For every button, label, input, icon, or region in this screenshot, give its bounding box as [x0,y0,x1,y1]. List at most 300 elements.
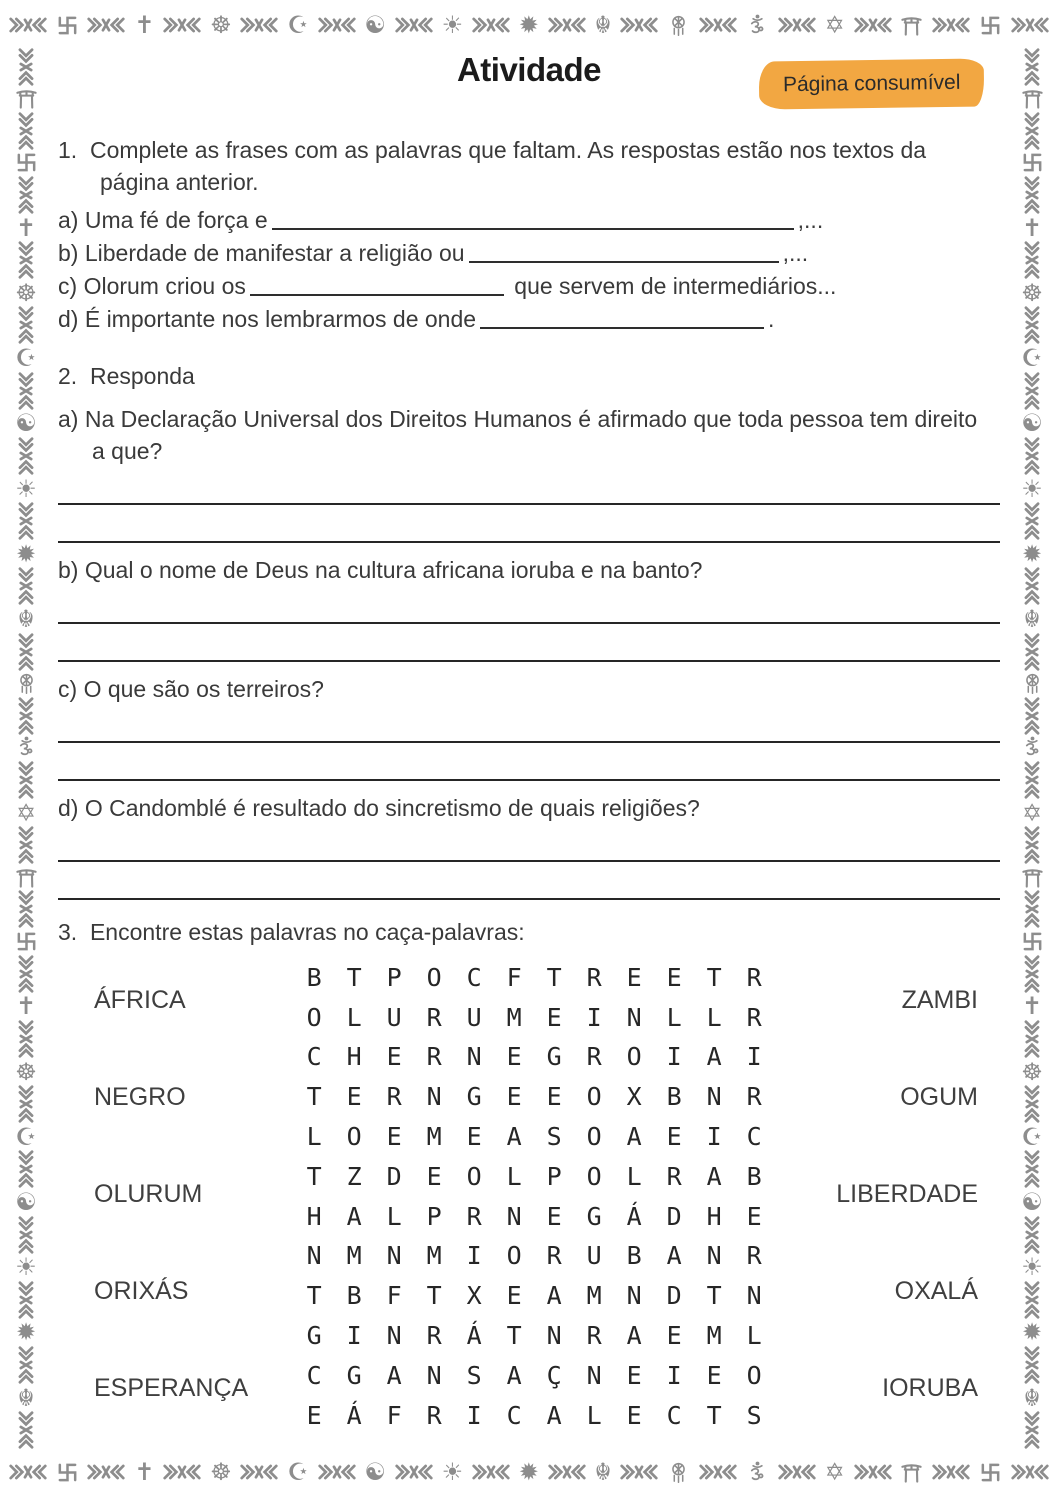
chevron-ornament [18,697,34,735]
chevron-ornament [87,1464,125,1480]
grid-cell: G [546,1042,562,1072]
word-list-item: OGUM [900,1082,978,1111]
torii-icon [900,14,923,37]
grid-cell: Z [346,1161,362,1191]
answer-line [58,586,1000,624]
word-list-item: LIBERDADE [836,1179,978,1208]
word-list-item: OXALÁ [894,1276,978,1305]
dreamcatcher-icon [667,1461,690,1484]
chevron-ornament [18,1020,34,1058]
cross-icon: ✝ [1021,213,1043,242]
dreamcatcher-icon [667,14,690,37]
grid-cell: Á [466,1321,482,1351]
grid-cell: O [586,1122,602,1152]
grid-cell: E [506,1042,522,1072]
word-list-item: ZAMBI [901,986,978,1014]
chevron-ornament [18,306,34,344]
yin-yang-icon: ☯ [364,1458,386,1486]
chevron-ornament [18,1281,34,1319]
word-list-item: ÁFRICA [94,986,186,1014]
grid-cell: E [546,1082,562,1112]
grid-cell: E [626,1360,642,1390]
swastika-icon [15,151,38,174]
grid-cell: R [426,1321,442,1351]
grid-cell: T [506,1321,522,1351]
torii-icon [15,87,38,110]
question-2-number: 2. [58,363,78,389]
crescent-star-icon: ☪ [287,1458,309,1486]
chevron-ornament [1024,372,1040,410]
swastika-icon [56,1461,79,1484]
item-label: b) [58,557,79,583]
dreamcatcher-icon [1021,672,1044,695]
grid-cell: T [706,1281,722,1311]
fill-blank-item-b [58,237,1000,270]
item-text: Liberdade de manifestar a religião ou [84,240,465,266]
chevron-ornament [620,17,658,33]
grid-cell: O [626,1042,642,1072]
grid-cell: O [506,1241,522,1271]
item-suffix: ,... [782,240,809,266]
item-label: c) [58,273,78,299]
starburst-icon: ✹ [15,1318,37,1347]
grid-cell: I [586,1002,602,1032]
item-label: b) [58,240,79,266]
chevron-ornament [1024,306,1040,344]
grid-cell: E [546,1002,562,1032]
grid-cell: I [666,1042,682,1072]
answer-line [58,624,1000,662]
chevron-ornament [18,890,34,928]
grid-cell: B [626,1241,642,1271]
om-icon [1021,736,1044,759]
grid-cell: D [666,1201,682,1231]
item-text: Olorum criou os [83,273,246,299]
grid-cell: N [586,1360,602,1390]
chevron-ornament [9,1464,47,1480]
khanda-icon: ☬ [594,11,612,39]
om-icon [15,736,38,759]
starburst-icon: ✹ [1021,1318,1043,1347]
yin-yang-icon: ☯ [15,409,37,438]
answer-line [58,467,1000,505]
grid-cell: N [386,1321,402,1351]
fill-blank-line [250,279,504,296]
chevron-ornament [548,1464,586,1480]
grid-cell: E [346,1082,362,1112]
chevron-ornament [548,17,586,33]
grid-cell: L [666,1002,682,1032]
grid-cell: A [506,1360,522,1390]
chevron-ornament [240,1464,278,1480]
grid-cell: C [466,962,482,992]
chevron-ornament [318,17,356,33]
grid-cell: Ç [546,1360,562,1390]
grid-cell: A [666,1241,682,1271]
grid-cell: T [346,962,362,992]
grid-cell: E [306,1400,322,1430]
swastika-icon [56,14,79,37]
answer-line [58,862,1000,900]
chevron-ornament [18,176,34,214]
grid-cell: A [706,1042,722,1072]
open-question-text [58,673,993,705]
open-question-text [58,403,993,467]
page-title: Atividade [456,51,602,88]
starburst-icon: ✹ [518,11,539,39]
question-1 [58,134,1000,336]
grid-cell: E [746,1201,762,1231]
answer-line [58,743,1000,781]
chevron-ornament [699,17,737,33]
fill-blank-item-a [58,204,1000,237]
grid-cell: T [546,962,562,992]
item-suffix: . [768,306,775,332]
yin-yang-icon: ☯ [1021,409,1043,438]
chevron-ornament [395,1464,433,1480]
chevron-ornament [18,633,34,671]
word-list-item: ESPERANÇA [94,1373,249,1402]
grid-cell: O [466,1161,482,1191]
grid-cell: H [346,1042,362,1072]
chevron-ornament [18,502,34,540]
grid-cell: C [746,1122,762,1152]
khanda-icon: ☬ [1023,1383,1041,1412]
open-question-text [58,554,993,586]
item-label: d) [58,795,79,821]
grid-cell: G [346,1360,362,1390]
grid-cell: I [346,1321,362,1351]
item-label: a) [58,207,79,233]
swastika-icon [1021,930,1044,953]
chevron-ornament [18,1150,34,1188]
grid-cell: L [706,1002,722,1032]
grid-cell: N [306,1241,322,1271]
grid-cell: R [746,1002,762,1032]
grid-cell: I [466,1241,482,1271]
sun-icon: ☀ [15,1253,37,1282]
chevron-ornament [1024,761,1040,799]
grid-cell: N [506,1201,522,1231]
question-3-number: 3. [58,919,78,945]
grid-cell: E [386,1042,402,1072]
chevron-ornament [1024,1346,1040,1384]
chevron-ornament [1011,17,1049,33]
grid-cell: O [746,1360,762,1390]
chevron-ornament [620,1464,658,1480]
khanda-icon: ☬ [1023,604,1041,633]
grid-cell: M [346,1241,362,1271]
word-list-item: OLURUM [94,1179,203,1208]
grid-cell: I [706,1122,722,1152]
dharma-wheel-icon: ☸ [15,1057,37,1086]
grid-cell: C [306,1042,322,1072]
grid-cell: T [306,1082,322,1112]
chevron-ornament [1024,633,1040,671]
swastika-icon [1021,151,1044,174]
yin-yang-icon: ☯ [364,11,386,39]
chevron-ornament [18,1411,34,1449]
answer-line [58,824,1000,862]
sun-icon: ☀ [1021,1253,1043,1282]
open-question-b [58,554,1000,662]
grid-cell: R [746,1241,762,1271]
cross-icon: ✝ [134,11,155,39]
item-text: Uma fé de força e [84,207,268,233]
dharma-wheel-icon: ☸ [210,11,232,39]
fill-blank-item-d [58,303,1000,336]
chevron-ornament [240,17,278,33]
torii-icon [1021,87,1044,110]
chevron-ornament [163,1464,201,1480]
grid-cell: P [386,962,402,992]
grid-cell: N [426,1360,442,1390]
grid-cell: E [706,1360,722,1390]
grid-cell: G [586,1201,602,1231]
om-icon [746,14,769,37]
chevron-ornament [1024,112,1040,150]
chevron-ornament [18,567,34,605]
grid-cell: L [306,1122,322,1152]
khanda-icon: ☬ [17,604,35,633]
border-bottom [0,1447,1058,1497]
worksheet-content [58,52,1000,1447]
grid-cell: M [426,1241,442,1271]
chevron-ornament [395,17,433,33]
chevron-ornament [1024,890,1040,928]
grid-cell: Á [626,1201,642,1231]
item-text: Na Declaração Universal dos Direitos Humanos é afirmado que toda pessoa tem direito a que? [84,406,978,464]
swastika-icon [15,930,38,953]
grid-cell: I [466,1400,482,1430]
dharma-wheel-icon: ☸ [1021,1057,1043,1086]
consumable-page-badge: Página consumível [758,58,984,109]
word-list-item: ORIXÁS [94,1276,189,1305]
border-top [0,0,1058,50]
item-suffix: que servem de intermediários... [514,273,837,299]
word-list-item: IORUBA [882,1373,978,1402]
grid-cell: M [506,1002,522,1032]
grid-cell: G [306,1321,322,1351]
word-list-item: NEGRO [94,1082,186,1111]
crescent-star-icon: ☪ [1021,1122,1043,1151]
chevron-ornament [18,437,34,475]
chevron-ornament [854,1464,892,1480]
dharma-wheel-icon: ☸ [1021,278,1043,307]
chevron-ornament [18,761,34,799]
grid-cell: O [586,1082,602,1112]
grid-cell: A [386,1360,402,1390]
grid-cell: E [666,1321,682,1351]
grid-cell: D [386,1161,402,1191]
crescent-star-icon: ☪ [287,11,309,39]
khanda-icon: ☬ [17,1383,35,1412]
crescent-star-icon: ☪ [15,344,37,373]
chevron-ornament [1024,1216,1040,1254]
chevron-ornament [1024,826,1040,864]
starburst-icon: ✹ [518,1458,539,1486]
grid-cell: H [306,1201,322,1231]
chevron-ornament [1024,697,1040,735]
chevron-ornament [1024,955,1040,993]
grid-cell: Á [346,1400,362,1430]
grid-cell: P [546,1161,562,1191]
grid-cell: N [706,1082,722,1112]
grid-cell: E [666,962,682,992]
chevron-ornament [9,17,47,33]
grid-cell: X [626,1082,642,1112]
chevron-ornament [18,826,34,864]
grid-cell: U [586,1241,602,1271]
word-list-left [58,958,248,1436]
grid-cell: N [386,1241,402,1271]
chevron-ornament [932,1464,970,1480]
word-search-grid [294,958,774,1436]
chevron-ornament [87,17,125,33]
grid-cell: E [626,1400,642,1430]
chevron-ornament [778,1464,816,1480]
grid-cell: R [586,1042,602,1072]
grid-cell: T [306,1281,322,1311]
grid-cell: R [666,1161,682,1191]
crescent-star-icon: ☪ [1021,344,1043,373]
fill-blank-item-c [58,270,1000,303]
grid-cell: T [426,1281,442,1311]
chevron-ornament [18,372,34,410]
grid-cell: F [386,1400,402,1430]
grid-cell: L [586,1400,602,1430]
grid-cell: A [546,1281,562,1311]
chevron-ornament [18,112,34,150]
grid-cell: R [426,1042,442,1072]
question-2-text: Responda [89,363,195,389]
question-3 [58,916,1000,1436]
grid-cell: R [426,1400,442,1430]
star-of-david-icon: ✡ [824,1458,845,1486]
cross-icon: ✝ [15,992,37,1021]
grid-cell: M [426,1122,442,1152]
grid-cell: O [586,1161,602,1191]
yin-yang-icon: ☯ [1021,1187,1043,1216]
chevron-ornament [18,1346,34,1384]
grid-cell: M [586,1281,602,1311]
chevron-ornament [1024,1150,1040,1188]
item-label: a) [58,406,79,432]
header [58,52,1000,114]
crescent-star-icon: ☪ [15,1122,37,1151]
question-2-prompt [58,360,990,392]
grid-cell: A [506,1122,522,1152]
grid-cell: O [306,1002,322,1032]
chevron-ornament [1024,1281,1040,1319]
question-2 [58,360,1000,900]
chevron-ornament [318,1464,356,1480]
question-1-number: 1. [58,137,78,163]
item-text: É importante nos lembrarmos de onde [84,306,477,332]
swastika-icon [979,1461,1002,1484]
chevron-ornament [1024,48,1040,86]
khanda-icon: ☬ [594,1458,612,1486]
grid-cell: A [626,1122,642,1152]
torii-icon [15,866,38,889]
grid-cell: E [506,1281,522,1311]
grid-cell: O [346,1122,362,1152]
grid-cell: T [306,1161,322,1191]
chevron-ornament [778,17,816,33]
grid-cell: R [546,1241,562,1271]
cross-icon: ✝ [15,213,37,242]
grid-cell: E [386,1122,402,1152]
chevron-ornament [1024,502,1040,540]
question-1-items [58,204,1000,336]
fill-blank-line [469,246,779,263]
open-question-c [58,673,1000,781]
grid-cell: R [426,1002,442,1032]
grid-cell: C [506,1400,522,1430]
item-suffix: ,... [797,207,824,233]
grid-cell: C [666,1400,682,1430]
grid-cell: R [466,1201,482,1231]
chevron-ornament [18,955,34,993]
grid-cell: B [746,1161,762,1191]
grid-cell: M [706,1321,722,1351]
grid-cell: N [706,1241,722,1271]
grid-cell: T [706,962,722,992]
item-text: O Candomblé é resultado do sincretismo de quais religiões? [84,795,700,821]
grid-cell: R [746,1082,762,1112]
question-1-text: Complete as frases com as palavras que faltam. As respostas estão nos textos da página anterior. [89,137,927,195]
starburst-icon: ✹ [1021,539,1043,568]
answer-line [58,705,1000,743]
grid-cell: R [586,962,602,992]
grid-cell: A [546,1400,562,1430]
chevron-ornament [1024,241,1040,279]
swastika-icon [979,14,1002,37]
grid-cell: R [586,1321,602,1351]
word-list-right [820,958,1000,1436]
chevron-ornament [1024,567,1040,605]
item-label: c) [58,676,78,702]
torii-icon [900,1461,923,1484]
grid-cell: S [466,1360,482,1390]
chevron-ornament [699,1464,737,1480]
grid-cell: A [706,1161,722,1191]
chevron-ornament [1024,1085,1040,1123]
grid-cell: A [346,1201,362,1231]
star-of-david-icon: ✡ [15,798,37,827]
grid-cell: P [426,1201,442,1231]
grid-cell: E [546,1201,562,1231]
chevron-ornament [854,17,892,33]
grid-cell: U [466,1002,482,1032]
answer-line [58,505,1000,543]
chevron-ornament [1024,437,1040,475]
starburst-icon: ✹ [15,539,37,568]
question-3-text: Encontre estas palavras no caça-palavras: [89,919,525,945]
question-1-prompt [58,134,990,198]
item-label: d) [58,306,79,332]
border-right [1006,46,1058,1451]
cross-icon: ✝ [134,1458,155,1486]
grid-cell: C [306,1360,322,1390]
star-of-david-icon: ✡ [824,11,845,39]
grid-cell: D [666,1281,682,1311]
chevron-ornament [18,1085,34,1123]
grid-cell: N [426,1082,442,1112]
grid-cell: H [706,1201,722,1231]
fill-blank-line [480,312,764,329]
item-text: O que são os terreiros? [83,676,324,702]
